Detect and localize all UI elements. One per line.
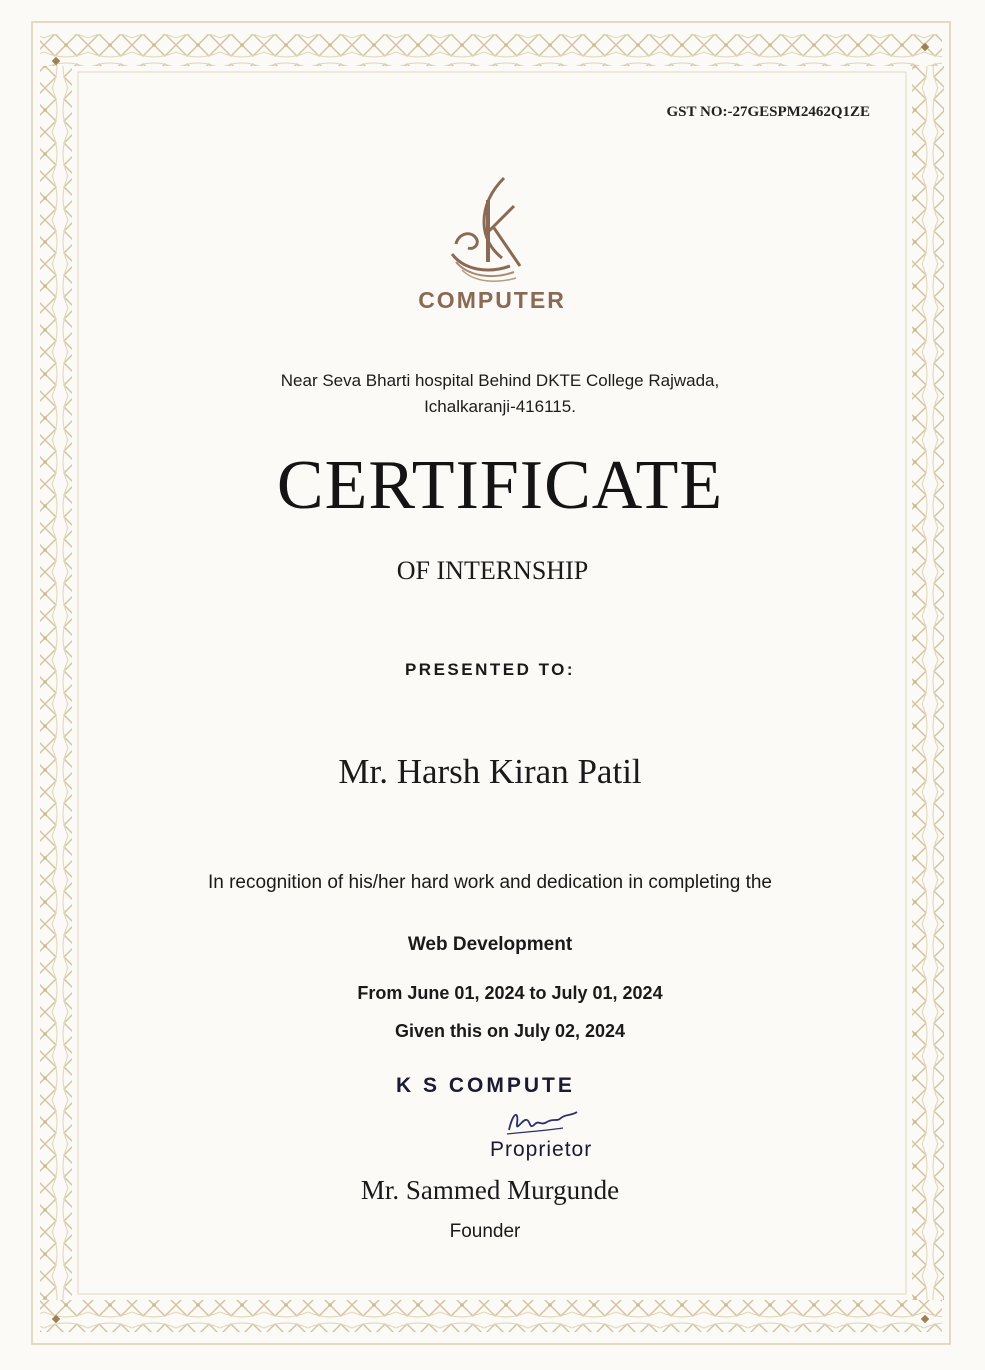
- signature-icon: [503, 1104, 583, 1138]
- address-line-1: Near Seva Bharti hospital Behind DKTE College Rajwada,: [280, 371, 720, 390]
- founder-title: Founder: [449, 1221, 521, 1242]
- address: [150, 368, 850, 420]
- gst-number: GST NO:-27GESPM2462Q1ZE: [666, 104, 870, 120]
- ks-computer-logo-icon: [392, 170, 592, 315]
- logo-brand-text: COMPUTER: [418, 287, 566, 313]
- issue-date: Given this on July 02, 2024: [394, 1021, 626, 1041]
- founder-name: Mr. Sammed Murgunde: [360, 1175, 620, 1205]
- recipient-name: Mr. Harsh Kiran Patil: [338, 752, 642, 791]
- internship-period: From June 01, 2024 to July 01, 2024: [357, 983, 663, 1003]
- stamp-role: Proprietor: [490, 1138, 593, 1161]
- recognition-text: In recognition of his/her hard work and dedication in completing the: [207, 872, 772, 893]
- certificate-subtitle: OF INTERNSHIP: [396, 556, 589, 585]
- stamp-company: K S COMPUTE: [396, 1074, 575, 1097]
- certificate-title: CERTIFICATE: [276, 447, 724, 524]
- address-line-2: Ichalkaranji-416115.: [424, 397, 576, 416]
- presented-to-label: PRESENTED TO:: [404, 660, 576, 679]
- course-name: Web Development: [407, 934, 573, 955]
